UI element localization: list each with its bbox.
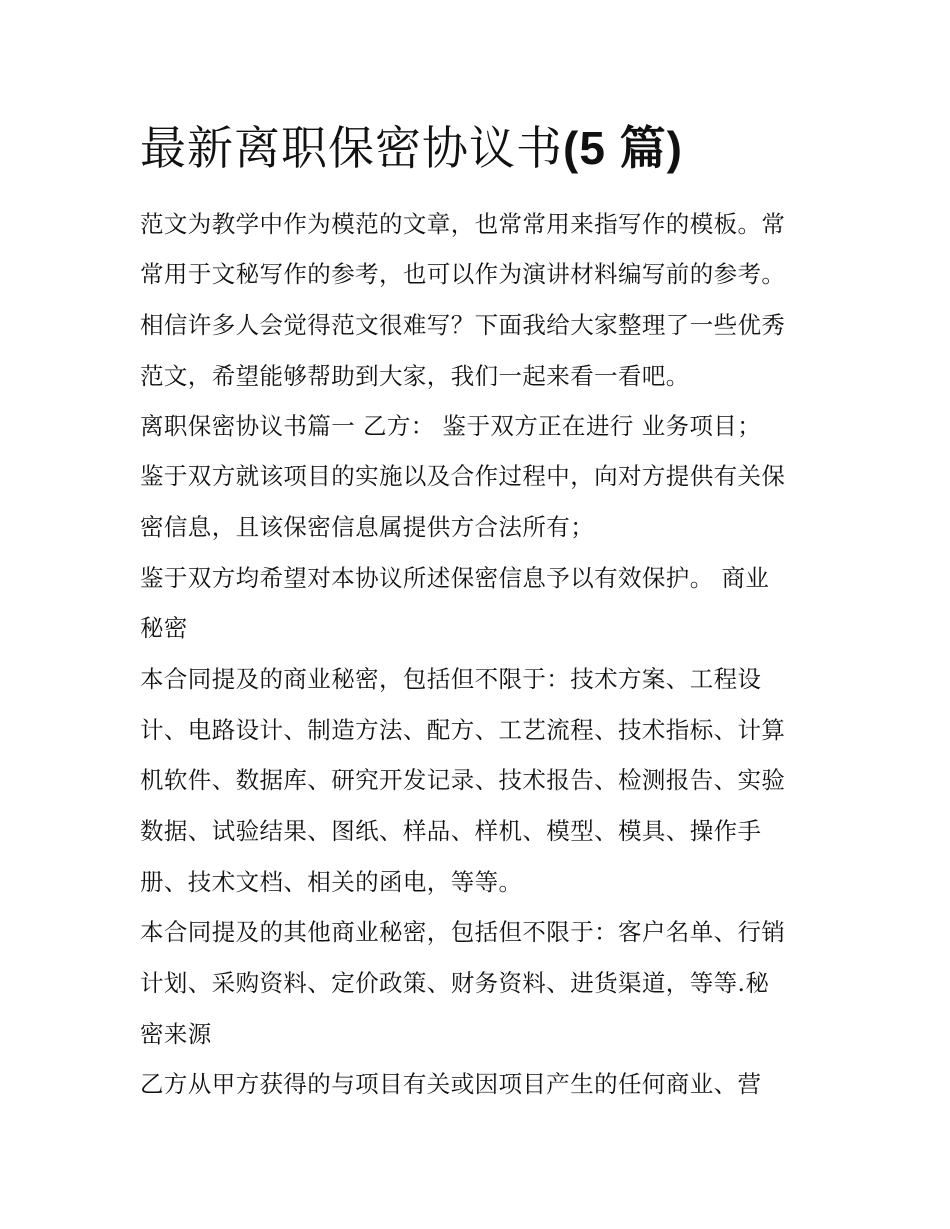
document-title-count: (5 篇): [563, 122, 683, 174]
body-line: 计、电路设计、制造方法、配方、工艺流程、技术指标、计算: [140, 716, 786, 744]
body-line: 计划、采购资料、定价政策、财务资料、进货渠道，等等.秘: [140, 969, 770, 997]
body-line: 范文为教学中作为模范的文章，也常常用来指写作的模板。常: [140, 210, 786, 238]
body-line: 乙方从甲方获得的与项目有关或因项目产生的任何商业、营: [140, 1070, 762, 1098]
body-line: 秘密: [140, 614, 188, 642]
body-line: 鉴于双方就该项目的实施以及合作过程中，向对方提供有关保: [140, 462, 786, 490]
body-line: 本合同提及的商业秘密，包括但不限于：技术方案、工程设: [140, 665, 762, 693]
body-line: 鉴于双方均希望对本协议所述保密信息予以有效保护。 商业: [140, 564, 770, 592]
body-line: 本合同提及的其他商业秘密，包括但不限于：客户名单、行销: [140, 918, 786, 946]
body-line: 密信息，且该保密信息属提供方合法所有；: [140, 513, 595, 541]
body-line: 范文，希望能够帮助到大家，我们一起来看一看吧。: [140, 362, 690, 390]
body-line: 常用于文秘写作的参考，也可以作为演讲材料编写前的参考。: [140, 260, 786, 288]
document-title: [140, 118, 683, 178]
body-line: 数据、试验结果、图纸、样品、样机、模型、模具、操作手: [140, 817, 762, 845]
body-line: 相信许多人会觉得范文很难写？下面我给大家整理了一些优秀: [140, 311, 786, 339]
document-title-text: 最新离职保密协议书: [140, 121, 563, 175]
body-line: 离职保密协议书篇一 乙方： 鉴于双方正在进行 业务项目；: [140, 412, 762, 440]
body-line: 机软件、数据库、研究开发记录、技术报告、检测报告、实验: [140, 766, 786, 794]
body-line: 册、技术文档、相关的函电，等等。: [140, 868, 523, 896]
body-line: 密来源: [140, 1020, 212, 1048]
